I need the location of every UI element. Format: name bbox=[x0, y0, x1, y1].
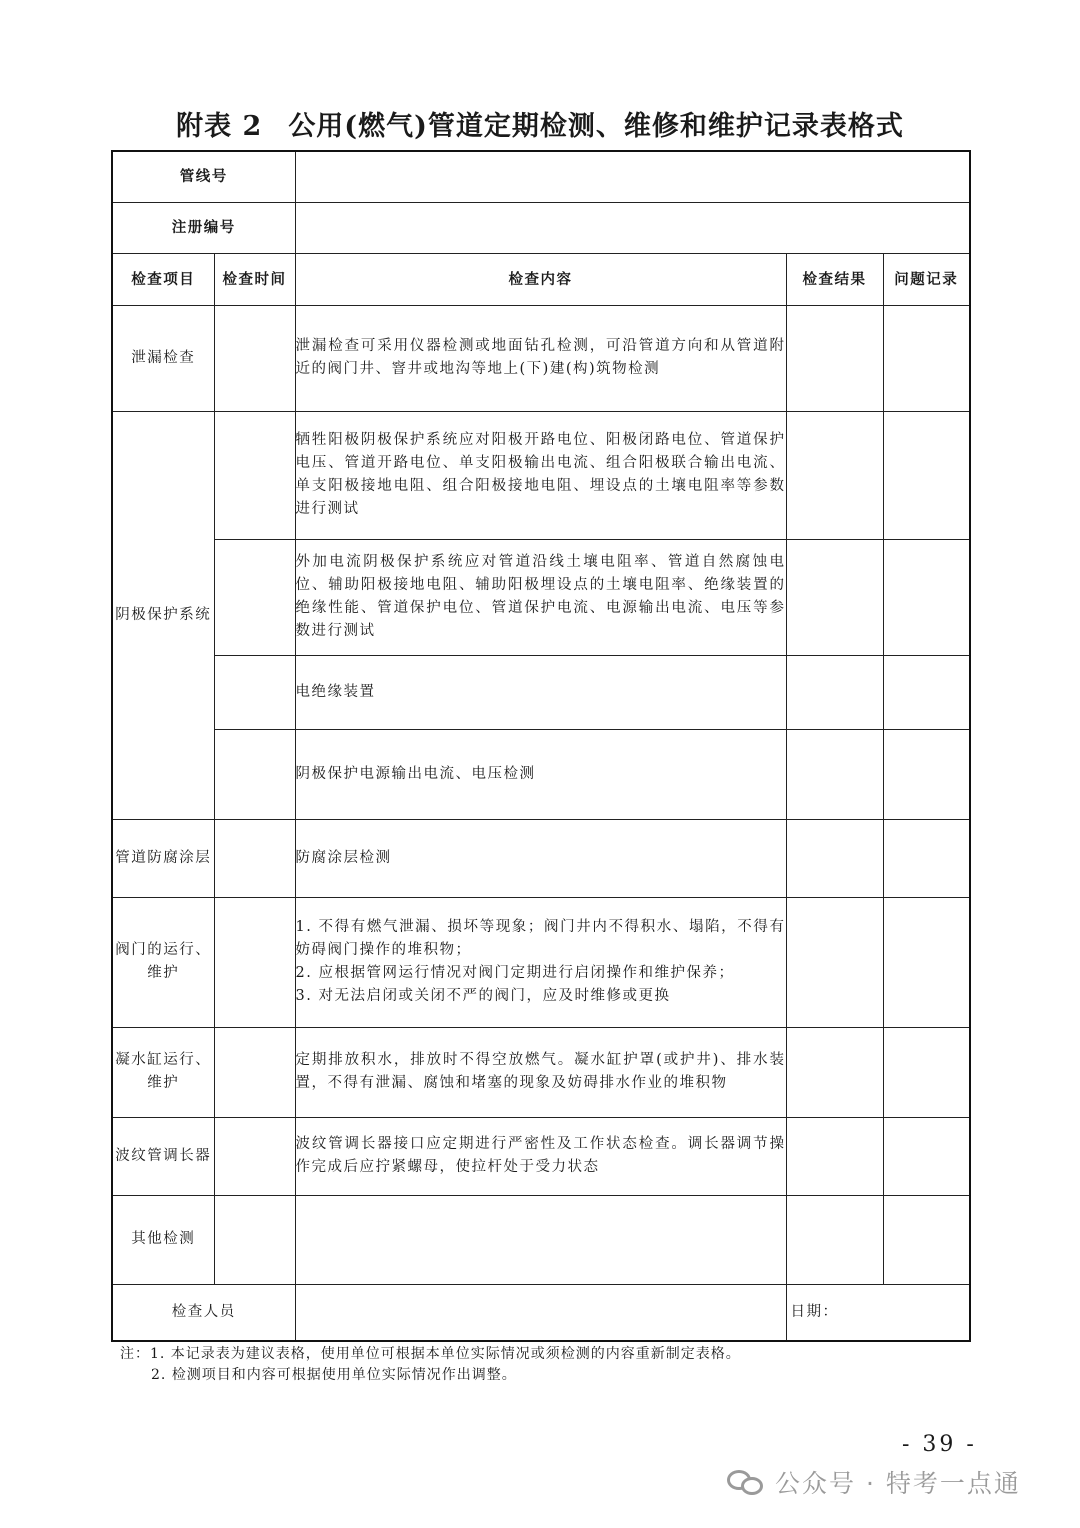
issue-cell[interactable] bbox=[883, 897, 970, 1027]
table-row bbox=[112, 1117, 970, 1195]
note-line-2: 2. 检测项目和内容可根据使用单位实际情况作出调整。 bbox=[151, 1367, 517, 1383]
content-bellows: 波纹管调长器接口应定期进行严密性及工作状态检查。调长器调节操作完成后应拧紧螺母，使拉杆处于受力状态 bbox=[295, 1117, 786, 1195]
pipeline-no-value[interactable] bbox=[295, 151, 970, 202]
title-text: 公用(燃气)管道定期检测、维修和维护记录表格式 bbox=[288, 111, 904, 142]
issue-cell[interactable] bbox=[883, 819, 970, 897]
table-row bbox=[112, 819, 970, 897]
result-cell[interactable] bbox=[786, 729, 883, 819]
table-row bbox=[112, 655, 970, 729]
issue-cell[interactable] bbox=[883, 729, 970, 819]
watermark bbox=[727, 1462, 1021, 1502]
table-row bbox=[112, 1195, 970, 1284]
header-result: 检查结果 bbox=[786, 253, 883, 305]
table-row bbox=[112, 411, 970, 539]
item-leak: 泄漏检查 bbox=[112, 305, 214, 411]
time-cell[interactable] bbox=[214, 819, 295, 897]
registration-no-row bbox=[112, 202, 970, 253]
issue-cell[interactable] bbox=[883, 305, 970, 411]
item-cathodic: 阴极保护系统 bbox=[112, 411, 214, 819]
content-leak: 泄漏检查可采用仪器检测或地面钻孔检测，可沿管道方向和从管道附近的阀门井、窨井或地沟等地上(下)建(构)筑物检测 bbox=[295, 305, 786, 411]
pipeline-no-label: 管线号 bbox=[112, 151, 295, 202]
item-valve: 阀门的运行、维护 bbox=[112, 897, 214, 1027]
item-other: 其他检测 bbox=[112, 1195, 214, 1284]
title-code: 附表 2 bbox=[176, 111, 263, 142]
record-table bbox=[111, 150, 971, 1342]
issue-cell[interactable] bbox=[883, 1027, 970, 1117]
content-valve-1: 1. 不得有燃气泄漏、损坏等现象；阀门井内不得积水、塌陷，不得有妨碍阀门操作的堆积物； bbox=[295, 919, 786, 958]
time-cell[interactable] bbox=[214, 411, 295, 539]
result-cell[interactable] bbox=[786, 897, 883, 1027]
table-row bbox=[112, 729, 970, 819]
time-cell[interactable] bbox=[214, 539, 295, 655]
time-cell[interactable] bbox=[214, 1027, 295, 1117]
date-label[interactable]: 日期： bbox=[786, 1284, 970, 1341]
note-line-1: 注：1. 本记录表为建议表格，使用单位可根据本单位实际情况或须检测的内容重新制定表格。 bbox=[120, 1346, 741, 1362]
table-row bbox=[112, 305, 970, 411]
content-cathodic-2: 外加电流阴极保护系统应对管道沿线土壤电阻率、管道自然腐蚀电位、辅助阳极接地电阻、辅助阳极埋设点的土壤电阻率、绝缘装置的绝缘性能、管道保护电位、管道保护电流、电源输出电流、电压等参数进行测试 bbox=[295, 539, 786, 655]
issue-cell[interactable] bbox=[883, 655, 970, 729]
table-row bbox=[112, 1027, 970, 1117]
time-cell[interactable] bbox=[214, 897, 295, 1027]
content-valve bbox=[295, 897, 786, 1027]
result-cell[interactable] bbox=[786, 1117, 883, 1195]
result-cell[interactable] bbox=[786, 819, 883, 897]
page-number: - 39 - bbox=[902, 1432, 977, 1457]
issue-cell[interactable] bbox=[883, 1195, 970, 1284]
watermark-text: 公众号 · 特考一点通 bbox=[775, 1469, 1021, 1498]
pipeline-no-row bbox=[112, 151, 970, 202]
header-time: 检查时间 bbox=[214, 253, 295, 305]
header-item: 检查项目 bbox=[112, 253, 214, 305]
item-bellows: 波纹管调长器 bbox=[112, 1117, 214, 1195]
content-drain: 定期排放积水，排放时不得空放燃气。凝水缸护罩(或护井)、排水装置，不得有泄漏、腐蚀和堵塞的现象及妨碍排水作业的堆积物 bbox=[295, 1027, 786, 1117]
inspector-label: 检查人员 bbox=[112, 1284, 295, 1341]
content-valve-2: 2. 应根据管网运行情况对阀门定期进行启闭操作和维护保养； bbox=[295, 965, 735, 981]
content-cathodic-4: 阴极保护电源输出电流、电压检测 bbox=[295, 729, 786, 819]
result-cell[interactable] bbox=[786, 1027, 883, 1117]
time-cell[interactable] bbox=[214, 729, 295, 819]
notes bbox=[120, 1344, 741, 1386]
issue-cell[interactable] bbox=[883, 1117, 970, 1195]
registration-no-label: 注册编号 bbox=[112, 202, 295, 253]
result-cell[interactable] bbox=[786, 305, 883, 411]
time-cell[interactable] bbox=[214, 655, 295, 729]
wechat-icon bbox=[727, 1468, 765, 1496]
header-issue: 问题记录 bbox=[883, 253, 970, 305]
result-cell[interactable] bbox=[786, 411, 883, 539]
page-title bbox=[0, 104, 1080, 143]
result-cell[interactable] bbox=[786, 539, 883, 655]
issue-cell[interactable] bbox=[883, 539, 970, 655]
content-cathodic-3: 电绝缘装置 bbox=[295, 655, 786, 729]
content-coating: 防腐涂层检测 bbox=[295, 819, 786, 897]
table-row bbox=[112, 539, 970, 655]
header-content: 检查内容 bbox=[295, 253, 786, 305]
issue-cell[interactable] bbox=[883, 411, 970, 539]
table-row bbox=[112, 897, 970, 1027]
registration-no-value[interactable] bbox=[295, 202, 970, 253]
header-row bbox=[112, 253, 970, 305]
content-valve-3: 3. 对无法启闭或关闭不严的阀门，应及时维修或更换 bbox=[295, 988, 671, 1004]
time-cell[interactable] bbox=[214, 1117, 295, 1195]
footer-row bbox=[112, 1284, 970, 1341]
item-drain: 凝水缸运行、维护 bbox=[112, 1027, 214, 1117]
inspector-value[interactable] bbox=[295, 1284, 786, 1341]
result-cell[interactable] bbox=[786, 655, 883, 729]
time-cell[interactable] bbox=[214, 1195, 295, 1284]
result-cell[interactable] bbox=[786, 1195, 883, 1284]
content-other[interactable] bbox=[295, 1195, 786, 1284]
content-cathodic-1: 牺牲阳极阴极保护系统应对阳极开路电位、阳极闭路电位、管道保护电压、管道开路电位、单支阳极输出电流、组合阳极联合输出电流、单支阳极接地电阻、组合阳极接地电阻、埋设点的土壤电阻率等参数进行测试 bbox=[295, 411, 786, 539]
item-coating: 管道防腐涂层 bbox=[112, 819, 214, 897]
time-cell[interactable] bbox=[214, 305, 295, 411]
